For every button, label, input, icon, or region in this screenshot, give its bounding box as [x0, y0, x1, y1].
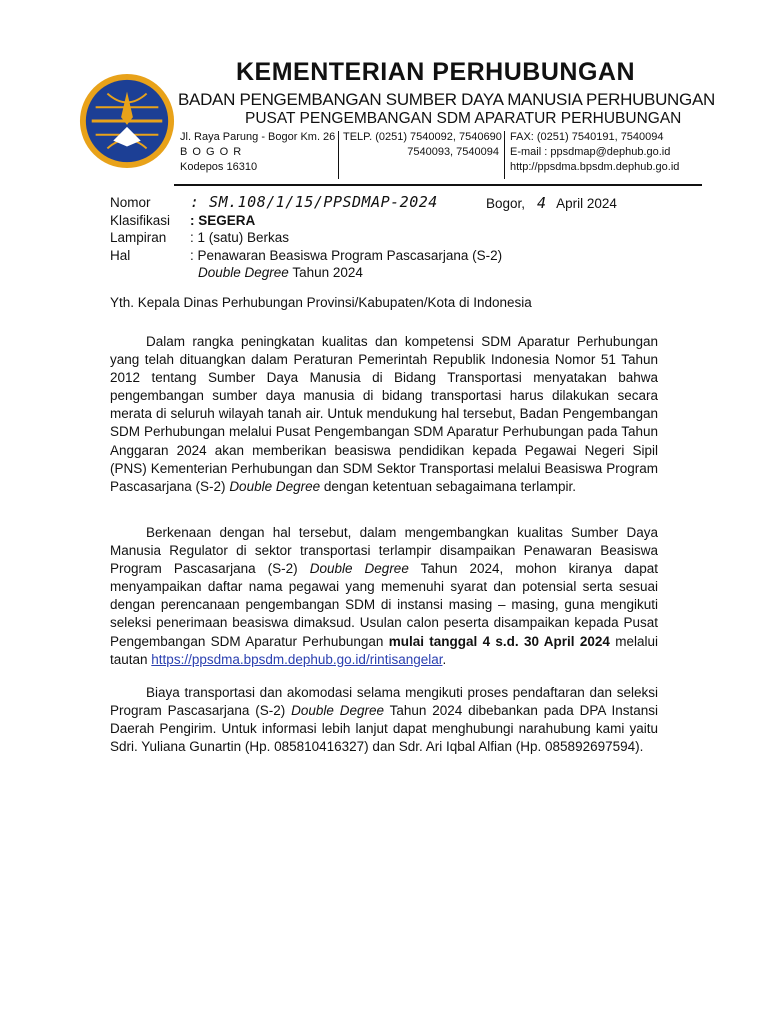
phone-line: TELP. (0251) 7540092, 7540690 [343, 131, 502, 143]
divider [338, 131, 339, 179]
p3-text: Biaya transportasi dan akomodasi selama mengikuti proses pendaftaran dan seleksi Program Pascasarjana (S-2) [110, 685, 658, 719]
ministry-title: KEMENTERIAN PERHUBUNGAN [236, 58, 636, 86]
website-line: http://ppsdma.bpsdm.dephub.go.id [510, 161, 680, 173]
address-line: Kodepos 16310 [180, 161, 258, 173]
agency-title: BADAN PENGEMBANGAN SUMBER DAYA MANUSIA PERHUBUNGAN [178, 90, 715, 109]
divider [504, 131, 505, 179]
ministry-emblem-icon [78, 72, 176, 170]
paragraph-1 [110, 333, 658, 496]
p3-text-end: Tahun 2024 dibebankan pada DPA Instansi Daerah Pengirim. Untuk informasi lebih lanjut dapat menghubungi narahubung kami yaitu Sdri. Yuliana Gunartin (Hp. 085810416327) dan Sdr. Ari Iqbal Alfian (Hp. 085892697594). [110, 703, 658, 755]
nomor-label: Nomor [110, 195, 151, 210]
phone-line: 7540093, 7540094 [407, 146, 499, 158]
fax-block [510, 130, 679, 175]
klasifikasi-label: Klasifikasi [110, 212, 171, 228]
address-line: Jl. Raya Parung - Bogor Km. 26 [180, 131, 336, 143]
letterhead-rule [174, 184, 702, 186]
center-title: PUSAT PENGEMBANGAN SDM APARATUR PERHUBUNGAN [245, 110, 682, 127]
registration-link[interactable]: https://ppsdma.bpsdm.dephub.go.id/rintisangelar [151, 651, 443, 667]
hal-italic: Double Degree [198, 265, 289, 280]
date-month-year: April 2024 [556, 196, 617, 211]
lampiran-label: Lampiran [110, 230, 167, 245]
p1-text: Dalam rangka peningkatan kualitas dan kompetensi SDM Aparatur Perhubungan yang telah dituangkan dalam Peraturan Pemerintah Republik Indonesia Nomor 51 Tahun 2012 tentang Sumber Daya Manusia di Bidang Transportasi menyatakan bahwa pengembangan sumber daya manusia di bidang transportasi harus dilakukan secara merata di seluruh wilayah tanah air. Untuk mendukung hal tersebut, Badan Pengembangan SDM Perhubungan melalui Pusat Pengembangan SDM Aparatur Perhubungan pada Tahun Anggaran 2024 akan memberikan beasiswa pendidikan kepada Pegawai Negeri Sipil (PNS) Kementerian Perhubungan dan SDM Sektor Transportasi melalui Beasiswa Program Pascasarjana (S-2) [110, 334, 658, 494]
address-line: B O G O R [180, 146, 243, 158]
p2-text: Berkenaan dengan hal tersebut, dalam mengembangkan kualitas Sumber Daya Manusia Regulator di sektor transportasi terlampir disampaikan Penawaran Beasiswa Program Pascasarjana (S-2) [110, 525, 658, 577]
letter-meta [110, 194, 502, 282]
paragraph-3 [110, 684, 658, 756]
date-day: 4 [537, 194, 547, 212]
paragraph-2 [110, 524, 658, 669]
p2-text-end: . [442, 651, 447, 667]
recipient: Yth. Kepala Dinas Perhubungan Provinsi/Kabupaten/Kota di Indonesia [110, 295, 532, 310]
date-place: Bogor, [486, 196, 526, 211]
p2-text-link-intro: melalui tautan [110, 633, 658, 667]
p2-text-mid: Tahun 2024, mohon kiranya dapat menyampaikan daftar nama pegawai yang memenuhi syarat dan potensial serta sesuai dengan perencanaan pengembangan SDM di instansi masing – masing, guna mengikuti seleksi penerimaan beasiswa dimaksud. Usulan calon peserta disampaikan kepada Pusat Pengembangan SDM Aparatur Perhubungan [110, 561, 658, 649]
p2-italic: Double Degree [309, 561, 409, 577]
address-block [180, 130, 335, 175]
letter-date [486, 194, 617, 212]
p1-italic: Double Degree [229, 478, 321, 494]
p2-bold-date: mulai tanggal 4 s.d. 30 April 2024 [388, 633, 610, 649]
hal-rest: Tahun 2024 [288, 265, 363, 280]
hal-value: : Penawaran Beasiswa Program Pascasarjana (S-2) [190, 247, 503, 263]
nomor-value: : SM.108/1/15/PPSDMAP-2024 [190, 193, 438, 211]
klasifikasi-value: : SEGERA [190, 212, 256, 228]
hal-value-line2 [190, 264, 363, 282]
email-line: E-mail : ppsdmap@dephub.go.id [510, 146, 671, 158]
phone-block [343, 130, 502, 160]
p3-italic: Double Degree [291, 703, 384, 719]
p1-text-end: dengan ketentuan sebagaimana terlampir. [320, 478, 577, 494]
lampiran-value: : 1 (satu) Berkas [190, 230, 290, 245]
fax-line: FAX: (0251) 7540191, 7540094 [510, 131, 664, 143]
hal-label: Hal [110, 247, 131, 263]
